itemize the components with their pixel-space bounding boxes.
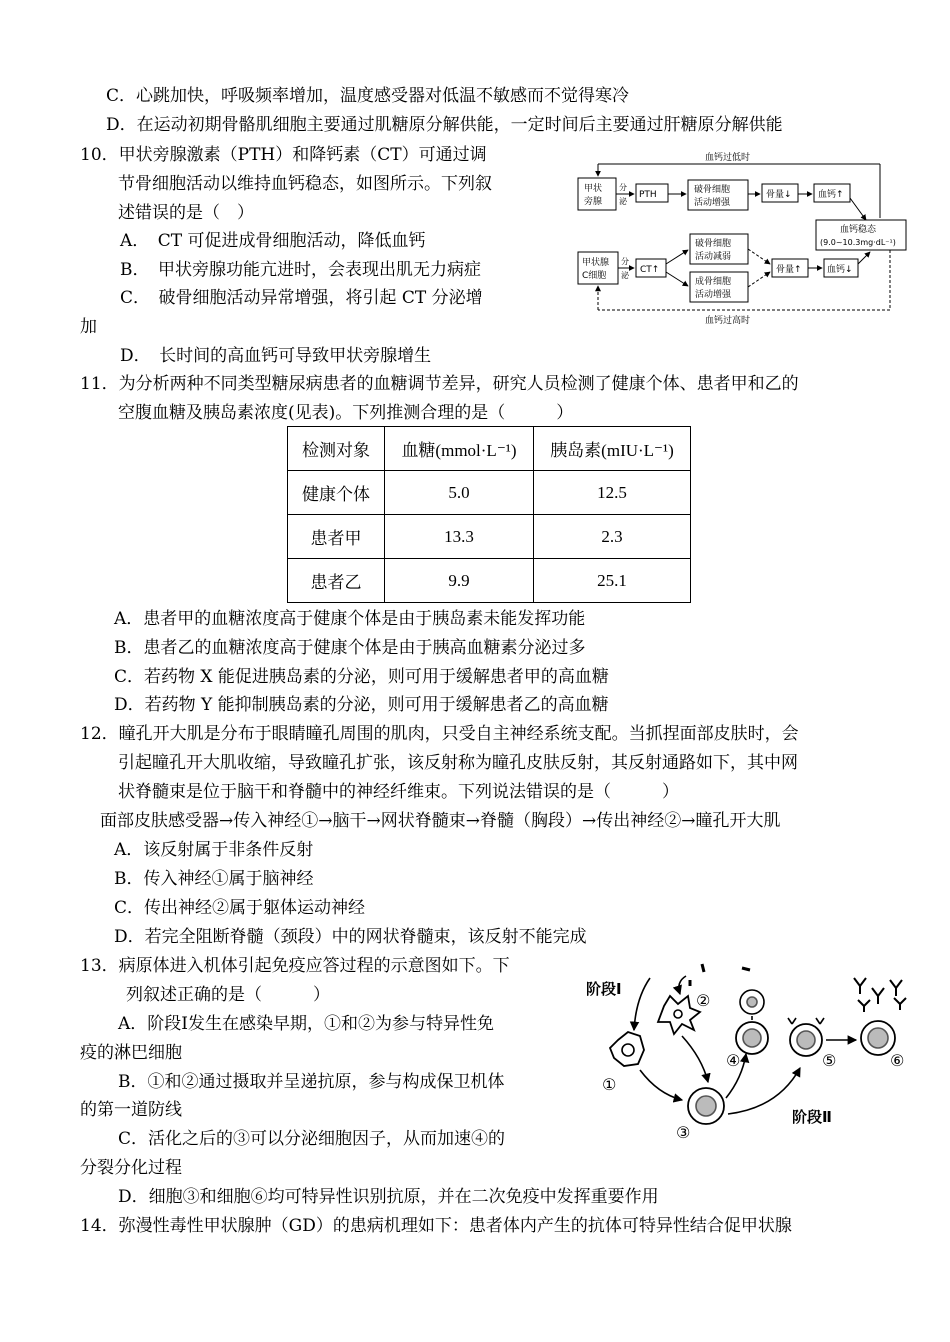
table-cell: 2.3: [534, 515, 691, 559]
pathogen-particle: [702, 964, 704, 972]
antibody: [872, 988, 884, 1004]
q10-option-b: B． 甲状旁腺功能亢进时，会表现出肌无力病症: [120, 260, 481, 280]
svg-text:血钙稳态: 血钙稳态: [840, 225, 877, 235]
antibody: [894, 998, 906, 1010]
svg-text:PTH: PTH: [639, 190, 657, 200]
q11-stem-line1: 11．为分析两种不同类型糖尿病患者的血糖调节差异，研究人员检测了健康个体、患者甲和乙的: [80, 374, 799, 394]
svg-text:破骨细胞: 破骨细胞: [694, 185, 731, 195]
fig10-top-label: 血钙过低时: [705, 153, 751, 163]
q13-option-c-line2: 分裂分化过程: [80, 1158, 182, 1178]
q11-option-d: D．若药物 Y 能抑制胰岛素的分泌，则可用于缓解患者乙的高血糖: [114, 695, 609, 715]
fig13-stage2-label: 阶段Ⅱ: [792, 1108, 832, 1126]
antibody: [890, 980, 902, 996]
table-cell: 5.0: [385, 471, 534, 515]
cell-4-nucleus: [743, 1029, 761, 1047]
svg-text:分: 分: [621, 257, 629, 266]
q13-stem-line2: 列叙述正确的是（ ）: [126, 985, 330, 1005]
q13-stem-line1: 13．病原体进入机体引起免疫应答过程的示意图如下。下: [80, 956, 510, 976]
q12-reflex-pathway: 面部皮肤感受器→传入神经①→脑干→网状脊髓束→脊髓（胸段）→传出神经②→瞳孔开大肌: [100, 811, 781, 831]
q11-option-c: C．若药物 X 能促进胰岛素的分泌，则可用于缓解患者甲的高血糖: [114, 667, 609, 687]
q10-option-a: A． CT 可促进成骨细胞活动，降低血钙: [120, 231, 426, 251]
fig13-label-4: ④: [726, 1051, 741, 1070]
fig13-label-6: ⑥: [890, 1051, 905, 1070]
svg-text:甲状腺: 甲状腺: [582, 258, 610, 268]
q11-option-a: A．患者甲的血糖浓度高于健康个体是由于胰岛素未能发挥功能: [114, 609, 586, 629]
table-row: [288, 559, 691, 603]
q10-option-c-line1: C． 破骨细胞活动异常增强，将引起 CT 分泌增: [120, 288, 483, 308]
fig13-stage1-label: 阶段Ⅰ: [586, 980, 622, 998]
q9-option-d: D．在运动初期骨骼肌细胞主要通过肌糖原分解供能，一定时间后主要通过肝糖原分解供能: [106, 115, 783, 135]
svg-text:活动减弱: 活动减弱: [695, 252, 732, 262]
table-cell: 患者乙: [288, 559, 385, 603]
svg-text:成骨细胞: 成骨细胞: [695, 277, 732, 287]
fig13-label-5: ⑤: [822, 1051, 837, 1070]
svg-text:分: 分: [619, 183, 627, 192]
svg-text:破骨细胞: 破骨细胞: [695, 239, 732, 249]
table-header-cell: 血糖(mmol·L⁻¹): [385, 427, 534, 471]
fig13-label-1: ①: [602, 1075, 617, 1094]
svg-text:泌: 泌: [619, 197, 627, 206]
svg-text:骨量↑: 骨量↑: [776, 265, 802, 275]
q11-stem-line2: 空腹血糖及胰岛素浓度(见表)。下列推测合理的是（ ）: [118, 403, 574, 423]
svg-text:C细胞: C细胞: [582, 271, 607, 281]
q13-option-b-line1: B．①和②通过摄取并呈递抗原，参与构成保卫机体: [118, 1072, 505, 1092]
table-cell: 12.5: [534, 471, 691, 515]
q13-option-a-line2: 疫的淋巴细胞: [80, 1043, 182, 1063]
fig13-label-2: ②: [696, 991, 711, 1010]
cell-5-nucleus: [797, 1031, 815, 1049]
table-cell: 9.9: [385, 559, 534, 603]
svg-text:旁腺: 旁腺: [584, 197, 603, 207]
q12-stem-line2: 引起瞳孔开大肌收缩，导致瞳孔扩张，该反射称为瞳孔皮肤反射，其反射通路如下，其中网: [118, 753, 798, 773]
q13-option-a-line1: A．阶段Ⅰ发生在感染早期，①和②为参与特异性免: [118, 1014, 494, 1034]
svg-text:甲状: 甲状: [584, 184, 603, 194]
table-cell: 患者甲: [288, 515, 385, 559]
table-header-cell: 胰岛素(mIU·L⁻¹): [534, 427, 691, 471]
cell-1-nucleus: [622, 1044, 634, 1056]
calcium-regulation-diagram: [570, 148, 915, 326]
q11-option-b: B．患者乙的血糖浓度高于健康个体是由于胰高血糖素分泌过多: [114, 638, 586, 658]
cell-5-receptors: [788, 1018, 824, 1024]
q13-option-c-line1: C．活化之后的③可以分泌细胞因子，从而加速④的: [118, 1129, 506, 1149]
q10-stem-line2: 节骨细胞活动以维持血钙稳态，如图所示。下列叙: [118, 174, 492, 194]
table-cell: 健康个体: [288, 471, 385, 515]
q10-stem-line3: 述错误的是（ ）: [118, 203, 254, 223]
svg-text:活动增强: 活动增强: [695, 290, 732, 300]
svg-text:骨量↓: 骨量↓: [766, 190, 792, 200]
q13-option-d: D．细胞③和细胞⑥均可特异性识别抗原，并在二次免疫中发挥重要作用: [118, 1187, 659, 1207]
antibody: [858, 1000, 870, 1012]
q12-option-b: B．传入神经①属于脑神经: [114, 869, 314, 889]
table-cell: 25.1: [534, 559, 691, 603]
q14-stem-line1: 14．弥漫性毒性甲状腺肿（GD）的患病机理如下：患者体内产生的抗体可特异性结合促甲状腺: [80, 1216, 792, 1236]
q12-option-a: A．该反射属于非条件反射: [114, 840, 314, 860]
table-row: [288, 515, 691, 559]
pathogen-particle: [742, 968, 750, 970]
svg-text:泌: 泌: [621, 271, 629, 280]
q11-data-table: [287, 426, 691, 603]
svg-text:血钙↓: 血钙↓: [827, 265, 853, 275]
q9-option-c: C．心跳加快，呼吸频率增加，温度感受器对低温不敏感而不觉得寒冷: [106, 86, 630, 106]
table-row: [288, 471, 691, 515]
svg-text:CT↑: CT↑: [640, 265, 660, 275]
q12-option-d: D．若完全阻断脊髓（颈段）中的网状脊髓束，该反射不能完成: [114, 927, 587, 947]
cell-3-nucleus: [696, 1096, 716, 1116]
q12-stem-line1: 12．瞳孔开大肌是分布于眼睛瞳孔周围的肌肉，只受自主神经系统支配。当抓捏面部皮肤时，会: [80, 724, 799, 744]
q13-option-b-line2: 的第一道防线: [80, 1100, 182, 1120]
q12-stem-line3: 状脊髓束是位于脑干和脊髓中的神经纤维束。下列说法错误的是（ ）: [118, 782, 679, 802]
cell-1-shape: [610, 1032, 644, 1066]
cell-2-shape: [658, 996, 700, 1034]
q10-option-c-line2: 加: [80, 317, 97, 337]
q12-option-c: C．传出神经②属于躯体运动神经: [114, 898, 366, 918]
svg-text:血钙↑: 血钙↑: [818, 190, 844, 200]
fig10-bottom-label: 血钙过高时: [705, 316, 751, 326]
table-header-row: [288, 427, 691, 471]
cell-2-nucleus: [674, 1010, 682, 1018]
svg-text:活动增强: 活动增强: [694, 198, 731, 208]
fig13-label-3: ③: [676, 1123, 691, 1142]
cell-4a-nucleus: [747, 997, 757, 1007]
cell-6-nucleus: [868, 1028, 888, 1048]
immune-response-diagram: [578, 958, 918, 1142]
q10-option-d: D． 长时间的高血钙可导致甲状旁腺增生: [120, 346, 432, 366]
antibody: [854, 978, 866, 994]
table-header-cell: 检测对象: [288, 427, 385, 471]
svg-text:(9.0~10.3mg·dL⁻¹): (9.0~10.3mg·dL⁻¹): [820, 238, 896, 247]
table-cell: 13.3: [385, 515, 534, 559]
q10-stem-line1: 10．甲状旁腺激素（PTH）和降钙素（CT）可通过调: [80, 145, 487, 165]
